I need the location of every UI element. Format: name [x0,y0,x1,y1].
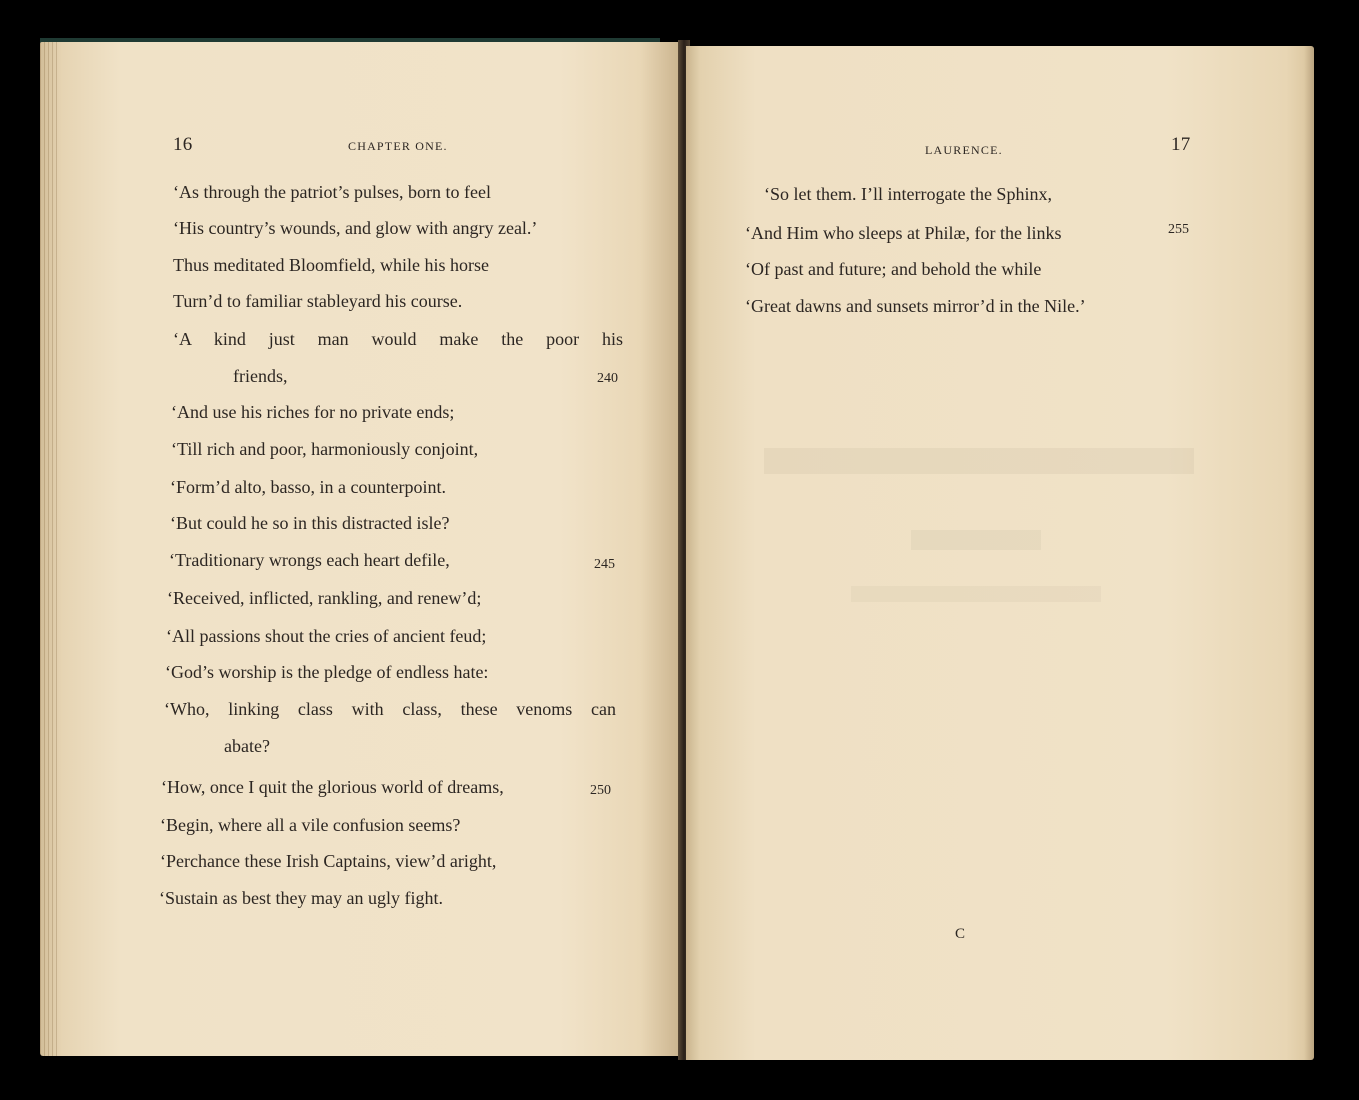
verse-line: ‘Great dawns and sunsets mirror’d in the Nile.’ [745,296,1086,316]
verse-line: ‘How, once I quit the glorious world of dreams, [161,777,504,797]
line-number: 250 [590,783,611,798]
bleed-through-shadow [764,448,1194,474]
verse-line: ‘His country’s wounds, and glow with angry zeal.’ [173,218,538,238]
verse-line: ‘Sustain as best they may an ugly fight. [159,888,443,908]
verse-line: ‘As through the patriot’s pulses, born to feel [173,182,491,202]
verse-line: ‘Form’d alto, basso, in a counterpoint. [170,477,446,497]
verse-line: ‘Who, linking class with class, these venoms can [164,699,616,719]
verse-line: ‘And use his riches for no private ends; [171,402,455,422]
verse-line: ‘Till rich and poor, harmoniously conjoint, [171,439,479,459]
page-number-right: 17 [1171,134,1191,155]
verse-line: ‘So let them. I’ll interrogate the Sphinx, [764,184,1052,204]
verse-line: ‘God’s worship is the pledge of endless hate: [165,662,489,682]
verse-line: ‘But could he so in this distracted isle? [170,513,450,533]
verse-line-continuation: abate? [224,736,270,756]
signature-mark: C [955,926,966,942]
verse-line: ‘Perchance these Irish Captains, view’d aright, [160,851,497,871]
verse-line: Turn’d to familiar stableyard his course. [173,291,463,311]
verse-line: ‘And Him who sleeps at Philæ, for the links [745,223,1062,243]
verse-line: ‘Begin, where all a vile confusion seems? [160,815,461,835]
line-number: 240 [597,371,618,386]
left-page [40,42,682,1056]
line-number: 245 [594,557,615,572]
bleed-through-shadow [851,586,1101,602]
verse-line: ‘Of past and future; and behold the while [745,259,1042,279]
verse-line-continuation: friends, [233,366,288,386]
verse-line: ‘Received, inflicted, rankling, and renew’d; [167,588,482,608]
running-head-left: CHAPTER ONE. [348,139,448,153]
verse-line: ‘A kind just man would make the poor his [173,329,623,349]
verse-line: ‘All passions shout the cries of ancient feud; [166,626,487,646]
bleed-through-shadow [911,530,1041,550]
verse-line: Thus meditated Bloomfield, while his horse [173,255,489,275]
verse-line: ‘Traditionary wrongs each heart defile, [169,550,450,570]
right-page [686,46,1314,1060]
page-number-left: 16 [173,134,193,155]
line-number: 255 [1168,222,1189,237]
running-head-right: LAURENCE. [925,143,1003,157]
